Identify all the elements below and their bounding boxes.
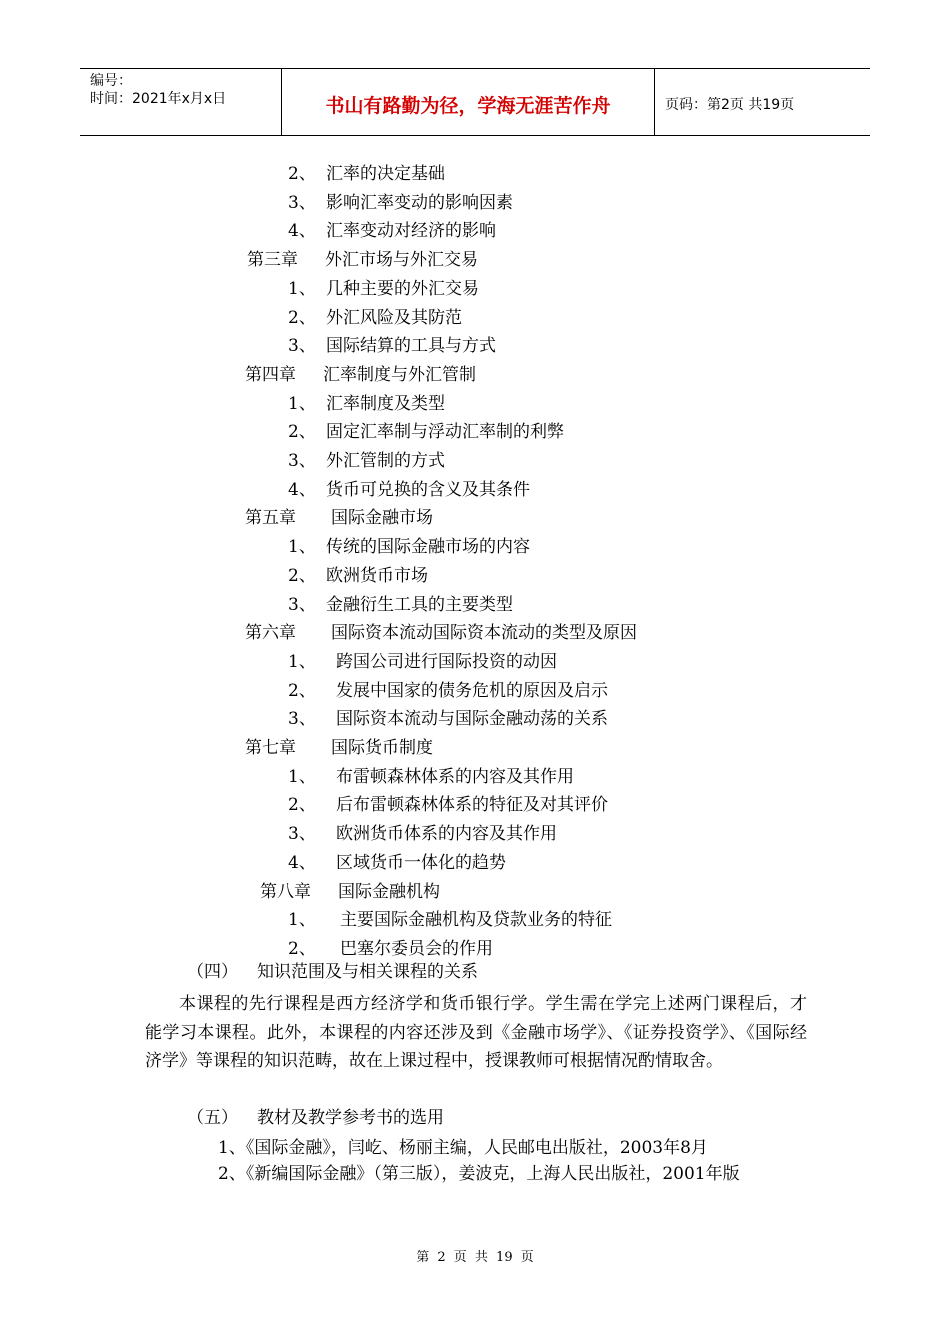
outline-text: 巴塞尔委员会的作用 <box>340 938 493 959</box>
outline-text: 外汇市场与外汇交易 <box>325 250 478 271</box>
outline-text: 国际货币制度 <box>331 738 433 758</box>
section-four-title: 知识范围及与相关课程的关系 <box>257 962 478 982</box>
outline-text: 货币可兑换的含义及其条件 <box>326 479 530 500</box>
outline-number: 2、 <box>288 938 316 959</box>
outline-number: 2、 <box>288 565 316 586</box>
header-page-info: 页码：第2页 共19页 <box>665 97 795 113</box>
outline-item <box>288 394 445 414</box>
outline-number: 3、 <box>288 824 316 845</box>
outline-number: 3、 <box>288 451 316 471</box>
outline-item <box>288 308 462 328</box>
section-five-title: 教材及教学参考书的选用 <box>257 1108 444 1128</box>
outline-number: 第四章 <box>245 364 296 385</box>
outline-text: 主要国际金融机构及贷款业务的特征 <box>340 910 612 931</box>
outline-item <box>288 767 574 787</box>
outline-text: 国际资本流动与国际金融动荡的关系 <box>336 709 608 730</box>
outline-text: 布雷顿森林体系的内容及其作用 <box>336 766 574 787</box>
outline-item <box>288 193 513 213</box>
outline-number: 3、 <box>288 709 316 730</box>
outline-number: 3、 <box>288 336 316 357</box>
outline-item <box>288 709 608 729</box>
outline-text: 几种主要的外汇交易 <box>326 278 479 299</box>
outline-text: 外汇管制的方式 <box>326 451 445 471</box>
section-four-paragraph: 本课程的先行课程是西方经济学和货币银行学。学生需在学完上述两门课程后，才能学习本课程。此外，本课程的内容还涉及到《金融市场学》、《证券投资学》、《国际经济学》等课程的知识范畴，故在上课过程中，授课教师可根据情况酌情取舍。 <box>145 994 807 1072</box>
outline-item <box>288 422 564 442</box>
outline-number: 1、 <box>288 278 316 299</box>
outline-item <box>288 336 496 356</box>
document-time: 时间：2021年x月x日 <box>90 91 227 107</box>
section-five-heading <box>187 1108 444 1128</box>
outline-chapter <box>260 882 440 902</box>
outline-text: 国际资本流动国际资本流动的类型及原因 <box>331 623 637 644</box>
section-four-number: （四） <box>187 962 238 982</box>
outline-text: 区域货币一体化的趋势 <box>336 852 506 873</box>
outline-item <box>288 824 557 844</box>
outline-chapter <box>247 250 478 270</box>
outline-text: 汇率的决定基础 <box>326 164 445 184</box>
header-meta <box>80 69 282 135</box>
outline-item <box>288 221 496 241</box>
outline-number: 第五章 <box>245 508 296 529</box>
outline-text: 国际结算的工具与方式 <box>326 336 496 357</box>
outline-number: 3、 <box>288 192 316 213</box>
page-header <box>80 68 870 136</box>
outline-number: 第三章 <box>247 250 298 271</box>
outline-item <box>288 451 445 471</box>
section-four-heading <box>187 962 478 982</box>
outline-text: 国际金融机构 <box>338 881 440 902</box>
outline-number: 2、 <box>288 422 316 443</box>
outline-item <box>288 480 530 500</box>
reference-item-1: 1、《国际金融》，闫屹、杨丽主编，人民邮电出版社，2003年8月 <box>218 1138 708 1158</box>
outline-number: 1、 <box>288 910 316 931</box>
outline-text: 固定汇率制与浮动汇率制的利弊 <box>326 422 564 443</box>
outline-chapter <box>245 623 637 643</box>
page-footer: 第 2 页 共 19 页 <box>416 1250 534 1265</box>
outline-item <box>288 795 608 815</box>
outline-text: 跨国公司进行国际投资的动因 <box>336 651 557 672</box>
header-motto: 书山有路勤为径，学海无涯苦作舟 <box>282 69 655 135</box>
outline-number: 4、 <box>288 852 316 873</box>
outline-number: 2、 <box>288 795 316 816</box>
outline-text: 影响汇率变动的影响因素 <box>326 192 513 213</box>
outline-number: 2、 <box>288 680 316 701</box>
outline-chapter <box>245 738 433 758</box>
outline-text: 国际金融市场 <box>331 508 433 529</box>
outline-item <box>288 595 513 615</box>
outline-number: 4、 <box>288 479 316 500</box>
outline-item <box>288 939 493 959</box>
outline-number: 2、 <box>288 164 316 184</box>
section-five-number: （五） <box>187 1108 238 1128</box>
document-number-label: 编号： <box>90 73 132 89</box>
outline-number: 1、 <box>288 393 316 414</box>
reference-item-2: 2、《新编国际金融》（第三版），姜波克，上海人民出版社，2001年版 <box>218 1164 740 1184</box>
outline-text: 汇率制度与外汇管制 <box>323 364 476 385</box>
outline-item <box>288 566 428 586</box>
outline-item <box>288 279 479 299</box>
outline-item <box>288 910 612 930</box>
outline-number: 3、 <box>288 594 316 615</box>
outline-number: 第六章 <box>245 623 296 644</box>
outline-number: 第八章 <box>260 881 311 902</box>
outline-item <box>288 537 530 557</box>
outline-text: 后布雷顿森林体系的特征及对其评价 <box>336 795 608 816</box>
outline-item <box>288 652 557 672</box>
outline-text: 汇率制度及类型 <box>326 393 445 414</box>
outline-number: 1、 <box>288 651 316 672</box>
outline-number: 4、 <box>288 221 316 242</box>
outline-number: 1、 <box>288 537 316 558</box>
outline-number: 第七章 <box>245 738 296 758</box>
outline-item <box>288 853 506 873</box>
outline-text: 金融衍生工具的主要类型 <box>326 594 513 615</box>
outline-item <box>288 681 608 701</box>
outline-chapter <box>245 365 476 385</box>
outline-chapter <box>245 508 433 528</box>
outline-text: 外汇风险及其防范 <box>326 307 462 328</box>
outline-number: 1、 <box>288 766 316 787</box>
outline-text: 发展中国家的债务危机的原因及启示 <box>336 680 608 701</box>
outline-text: 传统的国际金融市场的内容 <box>326 537 530 558</box>
outline-item <box>288 164 445 184</box>
outline-number: 2、 <box>288 307 316 328</box>
outline-text: 欧洲货币体系的内容及其作用 <box>336 824 557 845</box>
outline-text: 欧洲货币市场 <box>326 565 428 586</box>
outline-text: 汇率变动对经济的影响 <box>326 221 496 242</box>
